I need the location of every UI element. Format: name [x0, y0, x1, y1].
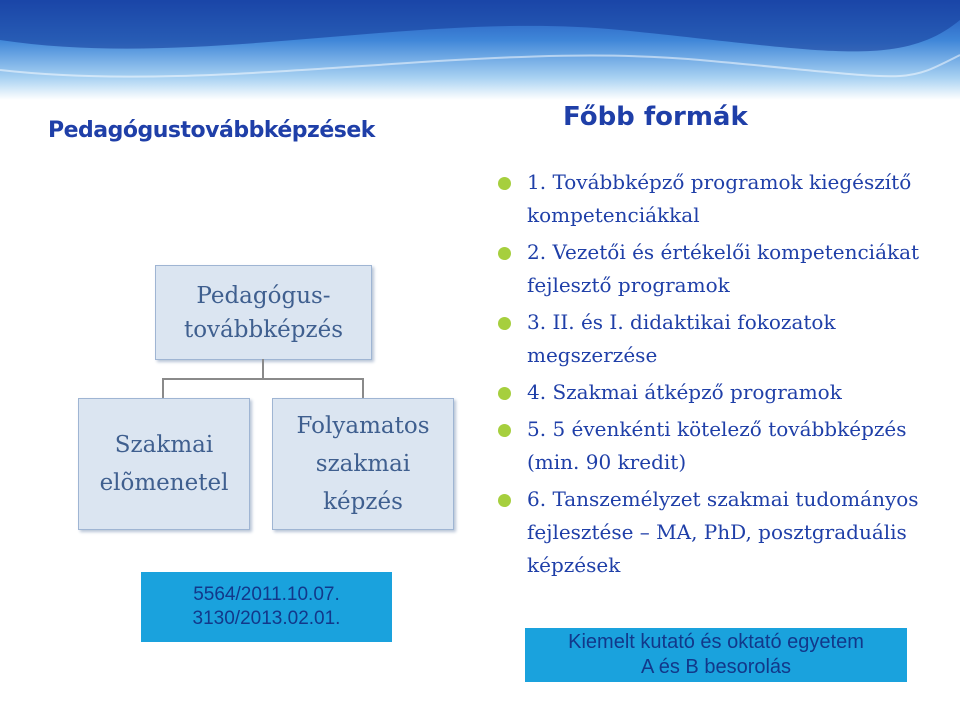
highlight-line-1: Kiemelt kutató és oktató egyetem — [568, 631, 864, 653]
left-line-1: Szakmai — [114, 432, 214, 458]
list-item — [498, 483, 938, 582]
list-item — [498, 306, 938, 372]
right-line-3: képzés — [323, 489, 403, 515]
diagram-left-box — [78, 398, 250, 530]
diagram-root-box — [155, 265, 372, 360]
list-item-text: 3. II. és I. didaktikai fokozatok megszerzése — [527, 310, 836, 367]
header-banner — [0, 0, 960, 100]
diagram-right-box — [272, 398, 454, 530]
root-line-1: Pedagógus- — [196, 282, 331, 309]
list-item — [498, 166, 938, 232]
left-line-2: elõmenetel — [99, 470, 229, 496]
left-title: Pedagógustovábbképzések — [48, 118, 375, 143]
connector-horizontal — [162, 378, 364, 380]
list-item — [498, 376, 938, 409]
bullet-icon — [498, 424, 511, 437]
connector-vertical-right — [362, 378, 364, 398]
law-reference-box — [141, 572, 392, 642]
list-item-text: 6. Tanszemélyzet szakmai tudományos fejlesztése – MA, PhD, posztgraduális képzések — [527, 487, 919, 577]
bullet-icon — [498, 177, 511, 190]
highlight-line-2: A és B besorolás — [640, 656, 792, 678]
forms-list — [498, 166, 938, 586]
bullet-icon — [498, 317, 511, 330]
list-item — [498, 413, 938, 479]
right-line-1: Folyamatos — [296, 413, 430, 439]
list-item — [498, 236, 938, 302]
connector-vertical-left — [162, 378, 164, 398]
bullet-icon — [498, 247, 511, 260]
bullet-icon — [498, 494, 511, 507]
law-line-1: 5564/2011.10.07. — [193, 584, 340, 605]
bullet-icon — [498, 387, 511, 400]
right-line-2: szakmai — [315, 451, 411, 477]
list-item-text: 1. Továbbképző programok kiegészítő kompetenciákkal — [527, 170, 912, 227]
list-item-text: 5. 5 évenkénti kötelező továbbképzés (min. 90 kredit) — [527, 417, 907, 474]
connector-vertical-root — [262, 359, 264, 379]
law-line-2: 3130/2013.02.01. — [192, 608, 341, 629]
list-item-text: 4. Szakmai átképző programok — [527, 380, 842, 404]
page-title: Főbb formák — [563, 102, 748, 132]
highlight-box — [525, 628, 907, 682]
wave-decoration — [0, 0, 960, 100]
root-line-2: továbbképzés — [183, 316, 344, 343]
list-item-text: 2. Vezetői és értékelői kompetenciákat fejlesztő programok — [527, 240, 920, 297]
